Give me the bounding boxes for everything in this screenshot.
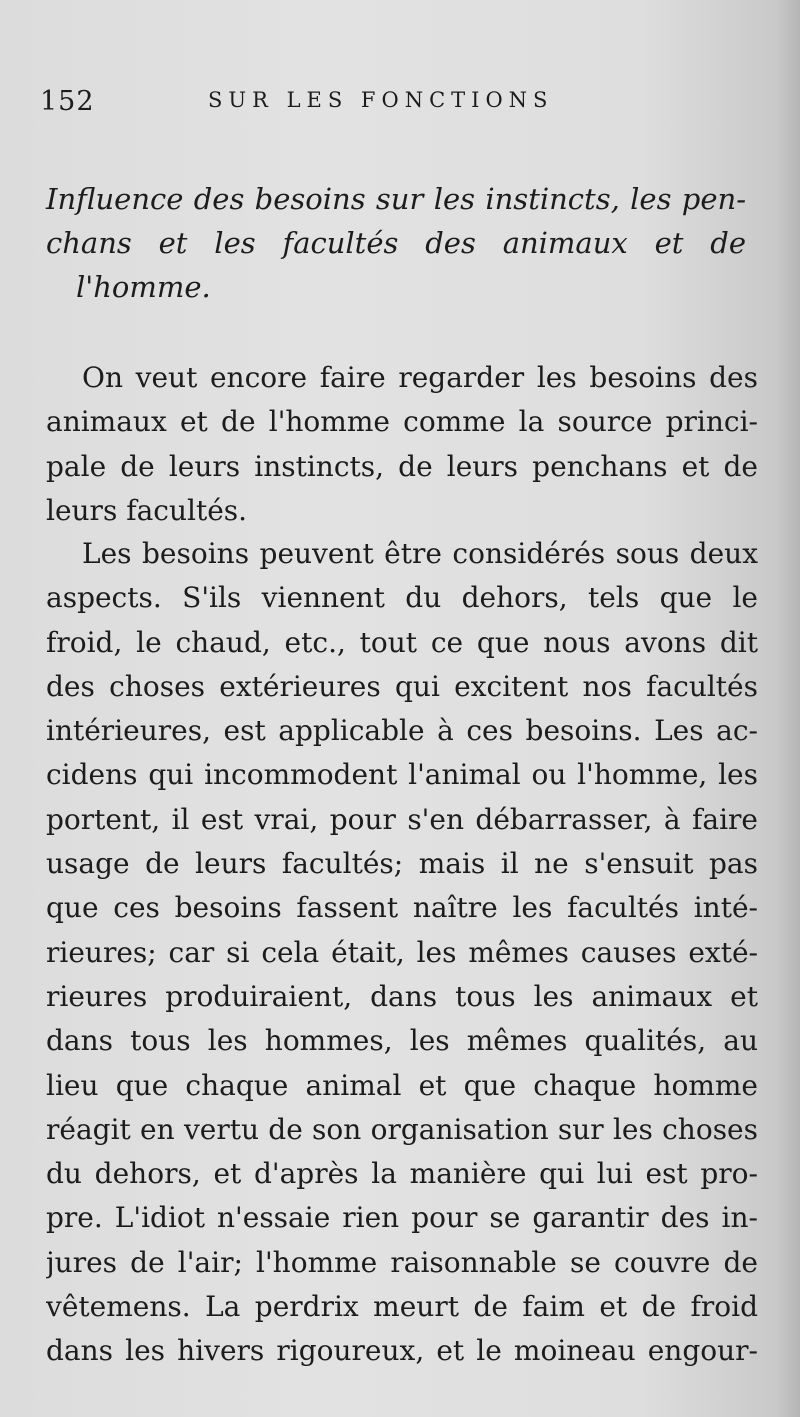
text-line: cidens qui incommodent l'animal ou l'homme, les (46, 758, 758, 792)
text-line: On veut encore faire regarder les besoins des (82, 361, 758, 394)
section-heading-line: Influence des besoins sur les instincts, les pen- (46, 182, 746, 216)
text-line: dans tous les hommes, les mêmes qualités, au (46, 1024, 758, 1058)
text-line: réagit en vertu de son organisation sur les choses (46, 1112, 758, 1146)
running-head (40, 86, 760, 116)
section-heading (46, 177, 746, 309)
text-line: que ces besoins fassent naître les facultés inté- (46, 891, 758, 925)
text-line: leurs facultés. (46, 493, 248, 527)
text-line: rieures produiraient, dans tous les animaux et (46, 979, 758, 1013)
text-line: vêtemens. La perdrix meurt de faim et de froid (46, 1290, 758, 1324)
text-line: rieures; car si cela était, les mêmes causes exté- (46, 935, 758, 969)
text-line: du dehors, et d'après la manière qui lui est pro- (46, 1157, 758, 1191)
text-line: froid, le chaud, etc., tout ce que nous avons dit (46, 625, 758, 659)
text-line: Les besoins peuvent être considérés sous deux (82, 537, 758, 570)
text-line: usage de leurs facultés; mais il ne s'ensuit pas (46, 847, 758, 881)
text-line: dans les hivers rigoureux, et le moineau engour- (46, 1334, 758, 1368)
text-line: jures de l'air; l'homme raisonnable se couvre de (46, 1245, 758, 1279)
text-line: portent, il est vrai, pour s'en débarrasser, à faire (46, 802, 758, 836)
paragraph-2 (46, 532, 758, 1374)
text-line: intérieures, est applicable à ces besoins. Les ac- (46, 714, 758, 748)
text-line: pale de leurs instincts, de leurs penchans et de (46, 449, 758, 483)
text-line: des choses extérieures qui excitent nos facultés (46, 669, 758, 703)
paragraph-1 (46, 356, 758, 533)
running-title: SUR LES FONCTIONS (208, 88, 554, 112)
text-line: lieu que chaque animal et que chaque homme (46, 1068, 758, 1102)
page-number: 152 (40, 86, 95, 117)
section-heading-line: chans et les facultés des animaux et de (46, 226, 746, 260)
section-heading-line: l'homme. (76, 270, 211, 304)
text-line: animaux et de l'homme comme la source princi- (46, 405, 758, 439)
text-line: aspects. S'ils viennent du dehors, tels que le (46, 581, 758, 615)
text-line: pre. L'idiot n'essaie rien pour se garantir des in- (46, 1201, 758, 1235)
